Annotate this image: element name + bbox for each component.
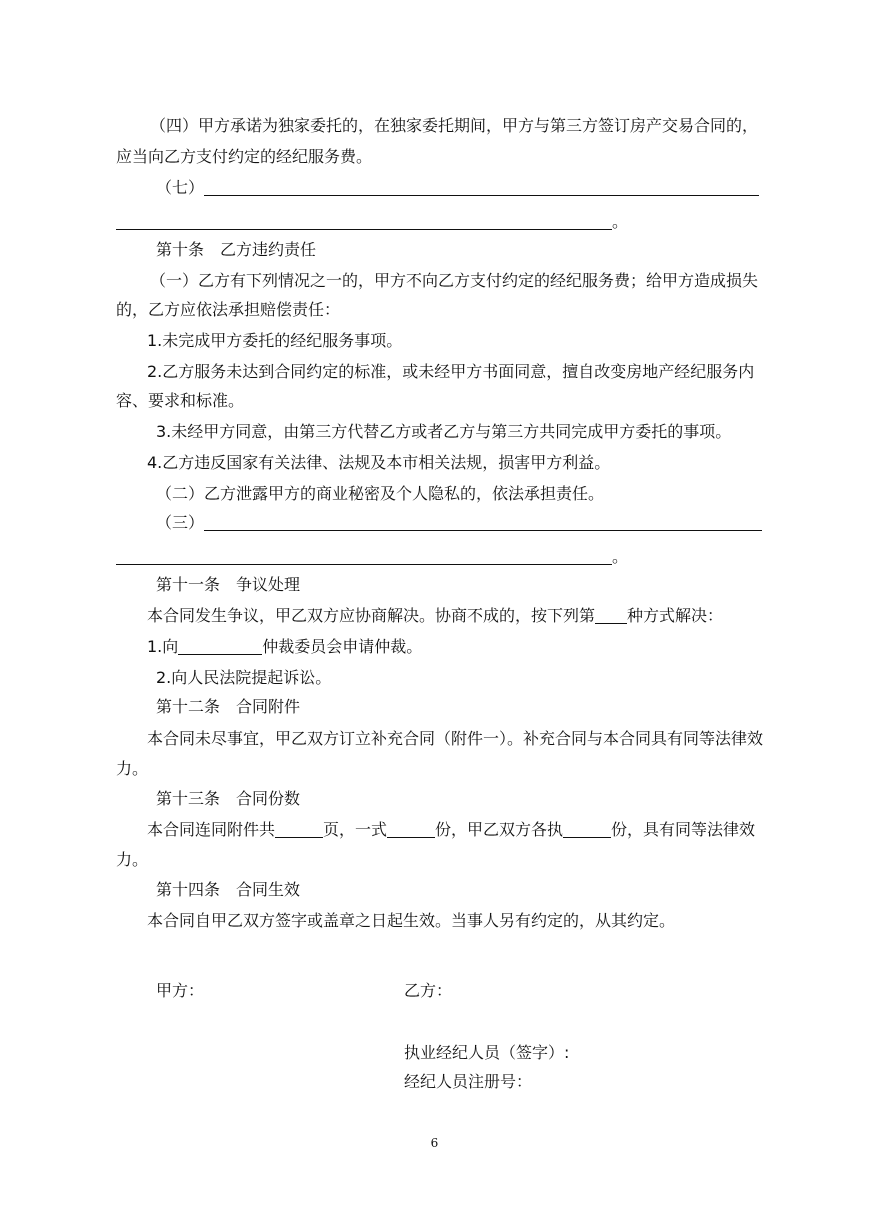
clause12-body-line1: 本合同未尽事宜，甲乙双方订立补充合同（附件一）。补充合同与本合同具有同等法律效 <box>147 729 764 748</box>
clause11-title: 第十一条 争议处理 <box>156 575 301 594</box>
blank-fill-line[interactable] <box>116 211 612 230</box>
clause10-p1-line2: 的，乙方应依法承担赔偿责任： <box>116 300 341 319</box>
clause13-seg-c: 份，甲乙双方各执 <box>435 820 564 839</box>
clause10-p2: （二）乙方泄露甲方的商业秘密及个人隐私的，依法承担责任。 <box>156 484 605 503</box>
clause10-end-mark: 。 <box>612 547 629 566</box>
clause11-opt1-b: 仲裁委员会申请仲裁。 <box>262 637 423 656</box>
clause12-body-line2: 力。 <box>116 759 149 778</box>
blank-fill-line[interactable] <box>116 546 612 565</box>
clause13-body-line2: 力。 <box>116 850 149 869</box>
blank-fill-line[interactable] <box>178 636 262 655</box>
clause10-item4: 4.乙方违反国家有关法律、法规及本市相关法规，损害甲方利益。 <box>147 453 611 472</box>
clause10-p3-label: （三） <box>156 513 205 532</box>
clause10-item1: 1.未完成甲方委托的经纪服务事项。 <box>147 331 403 350</box>
blank-fill-line[interactable] <box>275 819 323 838</box>
clause11-body <box>147 600 723 631</box>
clause11-opt1-a: 1.向 <box>147 637 179 656</box>
agent-registration-label: 经纪人员注册号： <box>404 1072 533 1091</box>
clause9-p4-line2: 应当向乙方支付约定的经纪服务费。 <box>116 147 373 166</box>
clause13-seg-b: 页，一式 <box>323 820 388 839</box>
clause12-title: 第十二条 合同附件 <box>156 697 301 716</box>
party-b-label: 乙方： <box>404 981 453 1000</box>
blank-fill-line[interactable] <box>204 512 762 531</box>
party-a-label: 甲方： <box>156 981 205 1000</box>
clause10-item3: 3.未经甲方同意，由第三方代替乙方或者乙方与第三方共同完成甲方委托的事项。 <box>156 422 732 441</box>
clause10-p1-line1: （一）乙方有下列情况之一的，甲方不向乙方支付约定的经纪服务费；给甲方造成损失 <box>150 271 759 290</box>
clause9-p7-label: （七） <box>156 178 205 197</box>
clause9-p7-continuation <box>116 206 628 237</box>
blank-fill-line[interactable] <box>204 177 759 196</box>
clause13-seg-a: 本合同连同附件共 <box>147 820 276 839</box>
blank-fill-line[interactable] <box>387 819 435 838</box>
clause14-title: 第十四条 合同生效 <box>156 880 301 899</box>
clause9-p4-line1: （四）甲方承诺为独家委托的，在独家委托期间，甲方与第三方签订房产交易合同的， <box>150 116 759 135</box>
clause10-title: 第十条 乙方违约责任 <box>156 240 317 259</box>
clause9-p7 <box>156 172 759 203</box>
clause13-body-line1 <box>147 814 755 845</box>
clause11-option2: 2.向人民法院提起诉讼。 <box>156 668 332 687</box>
clause13-seg-d: 份，具有同等法律效 <box>611 820 756 839</box>
blank-fill-line[interactable] <box>563 819 611 838</box>
clause10-p3-continuation <box>116 541 628 572</box>
clause10-item2-line2: 容、要求和标准。 <box>116 391 245 410</box>
page-number: 6 <box>430 1136 439 1150</box>
clause9-end-mark: 。 <box>612 212 629 231</box>
clause11-body-b: 种方式解决： <box>627 606 724 625</box>
clause11-body-a: 本合同发生争议，甲乙双方应协商解决。协商不成的，按下列第 <box>147 606 596 625</box>
agent-signature-label: 执业经纪人员（签字）: <box>404 1043 570 1062</box>
clause14-body: 本合同自甲乙双方签字或盖章之日起生效。当事人另有约定的，从其约定。 <box>147 911 676 930</box>
clause10-item2-line1: 2.乙方服务未达到合同约定的标准，或未经甲方书面同意，擅自改变房地产经纪服务内 <box>147 362 755 381</box>
clause13-title: 第十三条 合同份数 <box>156 789 301 808</box>
blank-fill-line[interactable] <box>595 605 627 624</box>
clause10-p3 <box>156 507 762 538</box>
clause11-option1 <box>147 631 422 662</box>
